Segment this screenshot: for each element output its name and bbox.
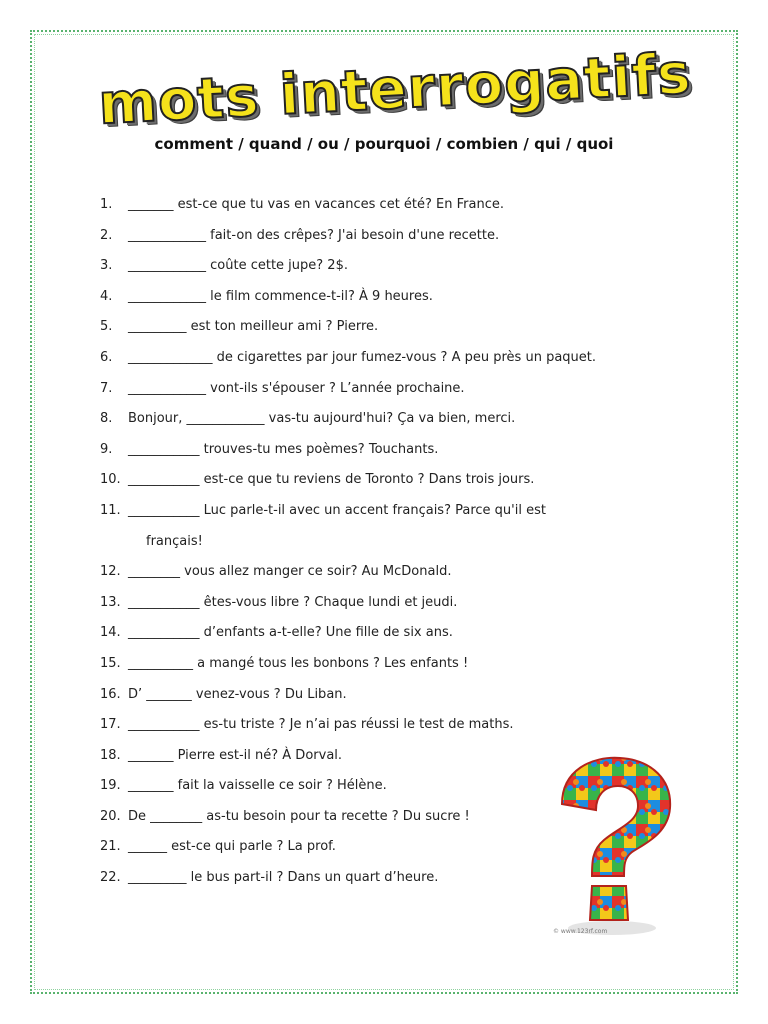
question-text: D’ _______ venez-vous ? Du Liban. [128,686,347,702]
question-text: _______ est-ce que tu vas en vacances cet été? En France. [128,197,505,212]
question-text: _______ Pierre est-il né? À Dorval. [128,747,343,763]
question-text: _________ le bus part-il ? Dans un quart d’heure. [128,870,439,886]
question-item [100,716,680,747]
question-text: _____________ de cigarettes par jour fumez-vous ? A peu près un paquet. [128,349,596,365]
question-text: ____________ le film commence-t-il? À 9 heures. [128,288,433,304]
question-item [100,686,680,717]
question-dot [590,886,628,920]
question-number: 18. [100,747,121,763]
question-number: 11. [100,502,121,518]
question-number: 22. [100,870,121,886]
question-text: ____________ fait-on des crêpes? J'ai besoin d'une recette. [128,227,500,243]
question-number: 2. [100,227,113,243]
question-text: ______ est-ce qui parle ? La prof. [128,839,336,855]
question-item [100,410,680,441]
question-continuation: français! [146,533,203,549]
question-text: ________ vous allez manger ce soir? Au McDonald. [128,564,452,580]
question-number: 20. [100,808,121,824]
question-text: ___________ es-tu triste ? Je n’ai pas réussi le test de maths. [128,717,514,733]
question-item [100,563,680,594]
question-item [100,471,680,502]
question-text: ____________ coûte cette jupe? 2$. [128,258,348,274]
question-item [100,257,680,288]
question-item [100,624,680,655]
question-item [100,349,680,380]
question-number: 5. [100,319,113,335]
question-number: 12. [100,564,121,580]
worksheet-title: mots interrogatifs [96,41,694,138]
question-item [100,594,680,625]
question-item [100,380,680,411]
image-credit: © www.123rf.com [553,928,608,935]
question-number: 10. [100,472,121,488]
question-number: 8. [100,411,113,427]
word-list: comment / quand / ou / pourquoi / combien / qui / quoi [154,135,614,153]
question-number: 15. [100,655,121,671]
question-text: ___________ êtes-vous libre ? Chaque lundi et jeudi. [128,594,458,610]
question-item [100,655,680,686]
question-number: 4. [100,288,113,304]
question-text: ___________ trouves-tu mes poèmes? Touchants. [128,441,439,457]
question-number: 9. [100,441,113,457]
question-item [100,318,680,349]
question-text: ___________ d’enfants a-t-elle? Une fille de six ans. [128,625,453,641]
question-number: 6. [100,349,113,365]
question-item [100,441,680,472]
question-text: De ________ as-tu besoin pour ta recette ? Du sucre ! [128,808,470,824]
question-text: _______ fait la vaisselle ce soir ? Hélène. [128,778,387,794]
question-number: 19. [100,778,121,794]
question-text: Bonjour, ____________ vas-tu aujourd'hui? Ça va bien, merci. [128,411,516,427]
question-item [100,196,680,227]
puzzle-question-mark-icon [540,752,680,942]
question-number: 1. [100,197,113,212]
question-number: 14. [100,625,121,641]
question-number: 7. [100,380,113,396]
question-hook [562,758,670,876]
question-number: 13. [100,594,121,610]
question-text: ___________ est-ce que tu reviens de Toronto ? Dans trois jours. [128,472,535,488]
question-number: 17. [100,717,121,733]
question-text: _________ est ton meilleur ami ? Pierre. [128,319,379,335]
question-text: __________ a mangé tous les bonbons ? Les enfants ! [128,655,469,671]
question-item [100,227,680,258]
question-text: ___________ Luc parle-t-il avec un accent français? Parce qu'il est [128,502,546,518]
question-number: 3. [100,258,113,274]
question-item [100,502,680,533]
question-item [100,288,680,319]
question-text: ____________ vont-ils s'épouser ? L’année prochaine. [128,380,465,396]
question-number: 21. [100,839,121,855]
question-number: 16. [100,686,121,702]
